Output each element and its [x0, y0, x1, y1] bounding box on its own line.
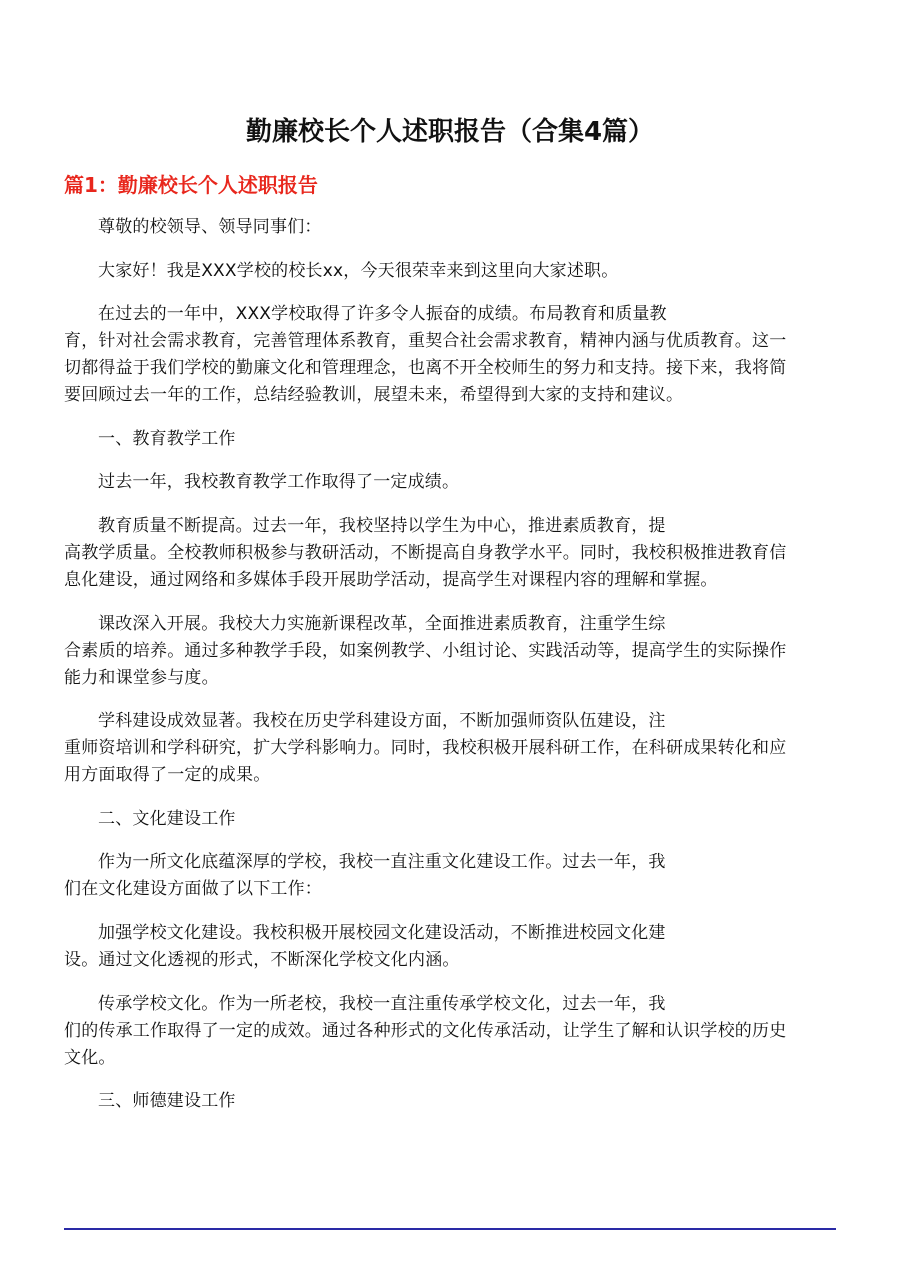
body-paragraph [64, 426, 834, 453]
paragraph-line: 们的传承工作取得了一定的成效。通过各种形式的文化传承活动，让学生了解和认识学校的历史 [64, 1020, 787, 1041]
paragraph-line: 在过去的一年中，XXX学校取得了许多令人振奋的成绩。布局教育和质量教 [98, 304, 667, 325]
body-paragraph [64, 301, 834, 409]
paragraph-line: 用方面取得了一定的成果。 [64, 765, 271, 786]
paragraph-line: 文化。 [64, 1047, 116, 1068]
body-paragraph [64, 708, 834, 789]
section-heading: 篇1：勤廉校长个人述职报告 [64, 173, 318, 197]
paragraph-line: 重师资培训和学科研究，扩大学科影响力。同时，我校积极开展科研工作，在科研成果转化和应 [64, 738, 787, 759]
body-paragraph [64, 849, 834, 903]
paragraph-line: 高教学质量。全校教师积极参与教研活动，不断提高自身教学水平。同时，我校积极推进教育信 [64, 542, 787, 563]
paragraph-line: 过去一年，我校教育教学工作取得了一定成绩。 [98, 472, 460, 493]
paragraph-line: 传承学校文化。作为一所老校，我校一直注重传承学校文化，过去一年，我 [98, 993, 666, 1014]
paragraph-line: 合素质的培养。通过多种教学手段，如案例教学、小组讨论、实践活动等，提高学生的实际操作 [64, 640, 787, 661]
paragraph-line: 要回顾过去一年的工作，总结经验教训，展望未来，希望得到大家的支持和建议。 [64, 385, 684, 406]
body-paragraph [64, 991, 834, 1072]
paragraph-line: 三、师德建设工作 [98, 1091, 236, 1112]
paragraph-line: 课改深入开展。我校大力实施新课程改革，全面推进素质教育，注重学生综 [98, 613, 666, 634]
paragraph-line: 加强学校文化建设。我校积极开展校园文化建设活动，不断推进校园文化建 [98, 922, 666, 943]
paragraph-line: 教育质量不断提高。过去一年，我校坚持以学生为中心，推进素质教育，提 [98, 515, 666, 536]
paragraph-line: 作为一所文化底蕴深厚的学校，我校一直注重文化建设工作。过去一年，我 [98, 852, 666, 873]
body-paragraph [64, 920, 834, 974]
paragraph-line: 能力和课堂参与度。 [64, 667, 219, 688]
body-paragraph [64, 469, 834, 496]
paragraph-line: 们在文化建设方面做了以下工作： [64, 879, 322, 900]
body-paragraph [64, 258, 834, 285]
body-paragraph [64, 806, 834, 833]
paragraph-line: 一、教育教学工作 [98, 428, 236, 449]
paragraph-line: 设。通过文化透视的形式，不断深化学校文化内涵。 [64, 949, 460, 970]
paragraph-line: 二、文化建设工作 [98, 808, 236, 829]
document-body [64, 214, 834, 1132]
footer-divider [64, 1228, 836, 1230]
body-paragraph [64, 513, 834, 594]
body-paragraph [64, 214, 834, 241]
document-title: 勤廉校长个人述职报告（合集4篇） [245, 117, 655, 147]
paragraph-line: 尊敬的校领导、领导同事们： [98, 217, 322, 237]
paragraph-line: 大家好！我是XXX学校的校长xx，今天很荣幸来到这里向大家述职。 [98, 260, 619, 281]
paragraph-line: 息化建设，通过网络和多媒体手段开展助学活动，提高学生对课程内容的理解和掌握。 [64, 569, 718, 590]
body-paragraph [64, 611, 834, 692]
paragraph-line: 学科建设成效显著。我校在历史学科建设方面，不断加强师资队伍建设，注 [98, 711, 666, 732]
paragraph-line: 育，针对社会需求教育，完善管理体系教育，重契合社会需求教育，精神内涵与优质教育。这一 [64, 331, 787, 352]
body-paragraph [64, 1088, 834, 1115]
paragraph-line: 切都得益于我们学校的勤廉文化和管理理念，也离不开全校师生的努力和支持。接下来，我将简 [64, 358, 787, 379]
